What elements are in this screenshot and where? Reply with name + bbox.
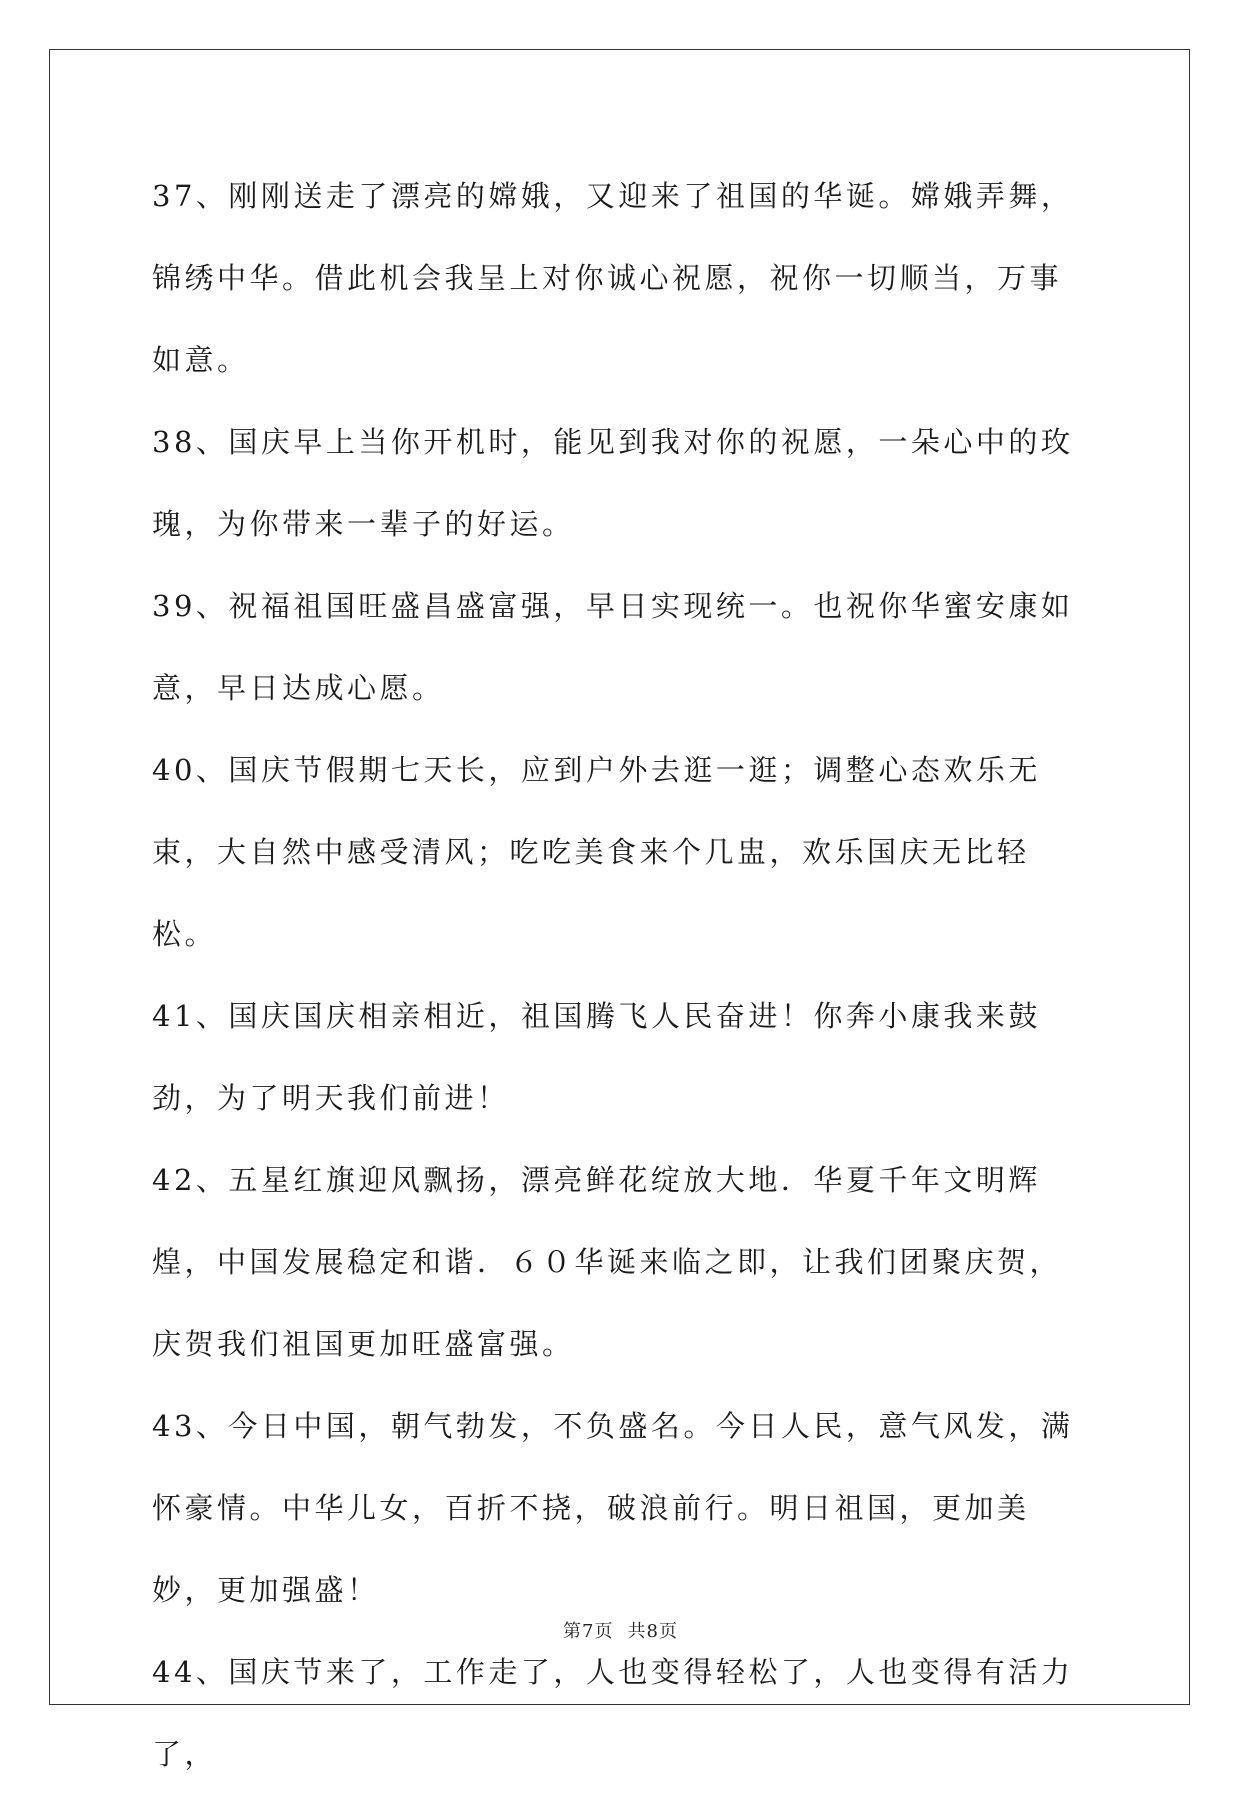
paragraph-39: 39、祝福祖国旺盛昌盛富强，早日实现统一。也祝你华蜜安康如意，早日达成心愿。: [152, 589, 1074, 705]
current-page-number: 第7页: [563, 1621, 614, 1642]
paragraph-44: 44、国庆节来了，工作走了，人也变得轻松了，人也变得有活力了，: [152, 1655, 1074, 1771]
paragraph-42: 42、五星红旗迎风飘扬，漂亮鲜花绽放大地．华夏千年文明辉煌，中国发展稳定和谐．６０华诞来临之即，让我们团聚庆贺，庆贺我们祖国更加旺盛富强。: [152, 1163, 1063, 1361]
paragraph-43: 43、今日中国，朝气勃发，不负盛名。今日人民，意气风发，满怀豪情。中华儿女，百折不挠，破浪前行。明日祖国，更加美妙，更加强盛！: [152, 1409, 1074, 1607]
paragraph-41: 41、国庆国庆相亲相近，祖国腾飞人民奋进！你奔小康我来鼓劲，为了明天我们前进！: [152, 999, 1041, 1115]
document-body: [152, 155, 1092, 1795]
paragraph-40: 40、国庆节假期七天长，应到户外去逛一逛；调整心态欢乐无束，大自然中感受清风；吃吃美食来个几盅，欢乐国庆无比轻松。: [152, 753, 1041, 951]
total-pages: 共8页: [627, 1621, 678, 1642]
page-footer: [0, 1617, 1241, 1643]
paragraph-38: 38、国庆早上当你开机时，能见到我对你的祝愿，一朵心中的玫瑰，为你带来一辈子的好运。: [152, 425, 1074, 541]
paragraph-37: 37、刚刚送走了漂亮的嫦娥，又迎来了祖国的华诞。嫦娥弄舞，锦绣中华。借此机会我呈上对你诚心祝愿，祝你一切顺当，万事如意。: [152, 179, 1074, 377]
